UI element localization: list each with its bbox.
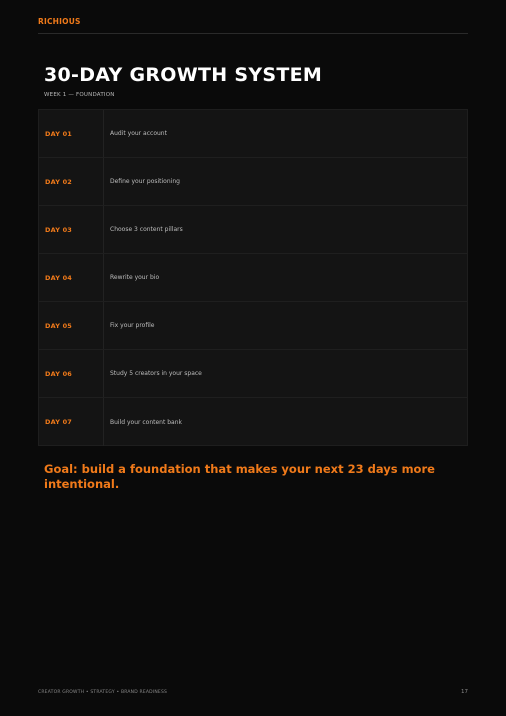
day-label: DAY 07 [39,398,104,446]
day-label: DAY 06 [39,350,104,397]
day-label: DAY 04 [39,254,104,301]
schedule-row-day-04 [39,254,467,302]
footer-tagline: CREATOR GROWTH • STRATEGY • BRAND READINESS [38,690,168,695]
schedule-row-day-03 [39,206,467,254]
task-text: Fix your profile [110,322,155,329]
task-text: Rewrite your bio [110,274,160,281]
schedule-row-day-07 [39,398,467,446]
day-label: DAY 05 [39,302,104,349]
schedule-row-day-06 [39,350,467,398]
page-number: 17 [461,689,468,695]
brand-logo-text: RICHIOUS [38,17,81,26]
schedule-row-day-02 [39,158,467,206]
task-text: Define your positioning [110,178,180,185]
header-divider [38,33,468,34]
task-text: Audit your account [110,130,167,137]
day-label: DAY 02 [39,158,104,205]
task-text: Study 5 creators in your space [110,370,202,377]
task-text: Choose 3 content pillars [110,226,183,233]
goal-statement: Goal: build a foundation that makes your next 23 days more intentional. [44,462,435,491]
schedule-table [38,109,468,446]
schedule-row-day-05 [39,302,467,350]
task-text: Build your content bank [110,418,183,426]
schedule-row-day-01 [39,110,467,158]
page-title: 30-DAY GROWTH SYSTEM [44,64,323,86]
day-label: DAY 01 [39,110,104,157]
day-label: DAY 03 [39,206,104,253]
page-subtitle: WEEK 1 — FOUNDATION [44,92,115,98]
